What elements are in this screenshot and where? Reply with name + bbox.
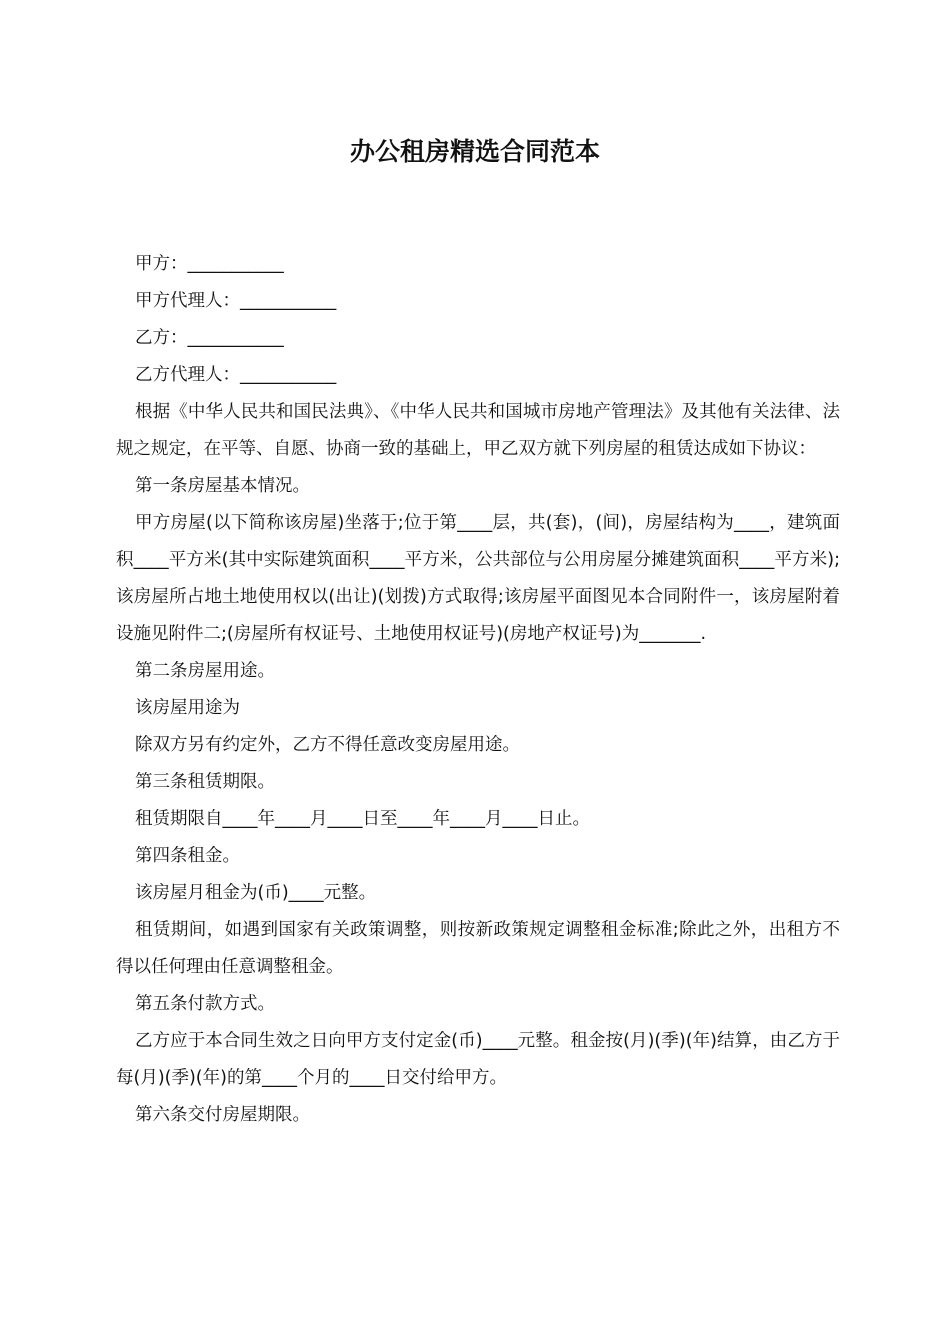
article-5-paragraph: 乙方应于本合同生效之日向甲方支付定金(币)____元整。租金按(月)(季)(年)结算，由乙方于每(月)(季)(年)的第____个月的____日交付给甲方。 (116, 1031, 840, 1088)
article-6-heading: 第六条交付房屋期限。 (135, 1105, 310, 1125)
party-a-line: 甲方：___________ (135, 254, 284, 274)
article-2-heading: 第二条房屋用途。 (135, 661, 275, 681)
article-1-paragraph: 甲方房屋(以下简称该房屋)坐落于;位于第____层，共(套)，(间)，房屋结构为____，建筑面积____平方米(其中实际建筑面积____平方米，公共部位与公用房屋分摊建筑面积____平方米);该房屋所占地土地使用权以(出让)(划拨)方式取得;该房屋平面图见本合同附件一，该房屋附着设施见附件二;(房屋所有权证号、土地使用权证号)(房地产权证号)为_______. (116, 513, 840, 644)
article-1-heading: 第一条房屋基本情况。 (135, 476, 310, 496)
party-b-agent-line: 乙方代理人：___________ (135, 365, 337, 385)
party-a-agent-line: 甲方代理人：___________ (135, 291, 337, 311)
article-2-paragraph: 该房屋用途为 (135, 698, 240, 718)
article-4-paragraph: 该房屋月租金为(币)____元整。 (135, 883, 377, 903)
contract-body (116, 246, 840, 1134)
article-5-heading: 第五条付款方式。 (135, 994, 275, 1014)
preamble-paragraph: 根据《中华人民共和国民法典》、《中华人民共和国城市房地产管理法》及其他有关法律、法规之规定，在平等、自愿、协商一致的基础上，甲乙双方就下列房屋的租赁达成如下协议： (116, 402, 840, 459)
article-4-paragraph: 租赁期间，如遇到国家有关政策调整，则按新政策规定调整租金标准;除此之外，出租方不得以任何理由任意调整租金。 (116, 920, 840, 977)
party-b-line: 乙方：___________ (135, 328, 284, 348)
article-2-paragraph: 除双方另有约定外，乙方不得任意改变房屋用途。 (135, 735, 520, 755)
article-4-heading: 第四条租金。 (135, 846, 240, 866)
article-3-heading: 第三条租赁期限。 (135, 772, 275, 792)
document-title: 办公租房精选合同范本 (349, 137, 600, 166)
article-3-paragraph: 租赁期限自____年____月____日至____年____月____日止。 (135, 809, 590, 829)
